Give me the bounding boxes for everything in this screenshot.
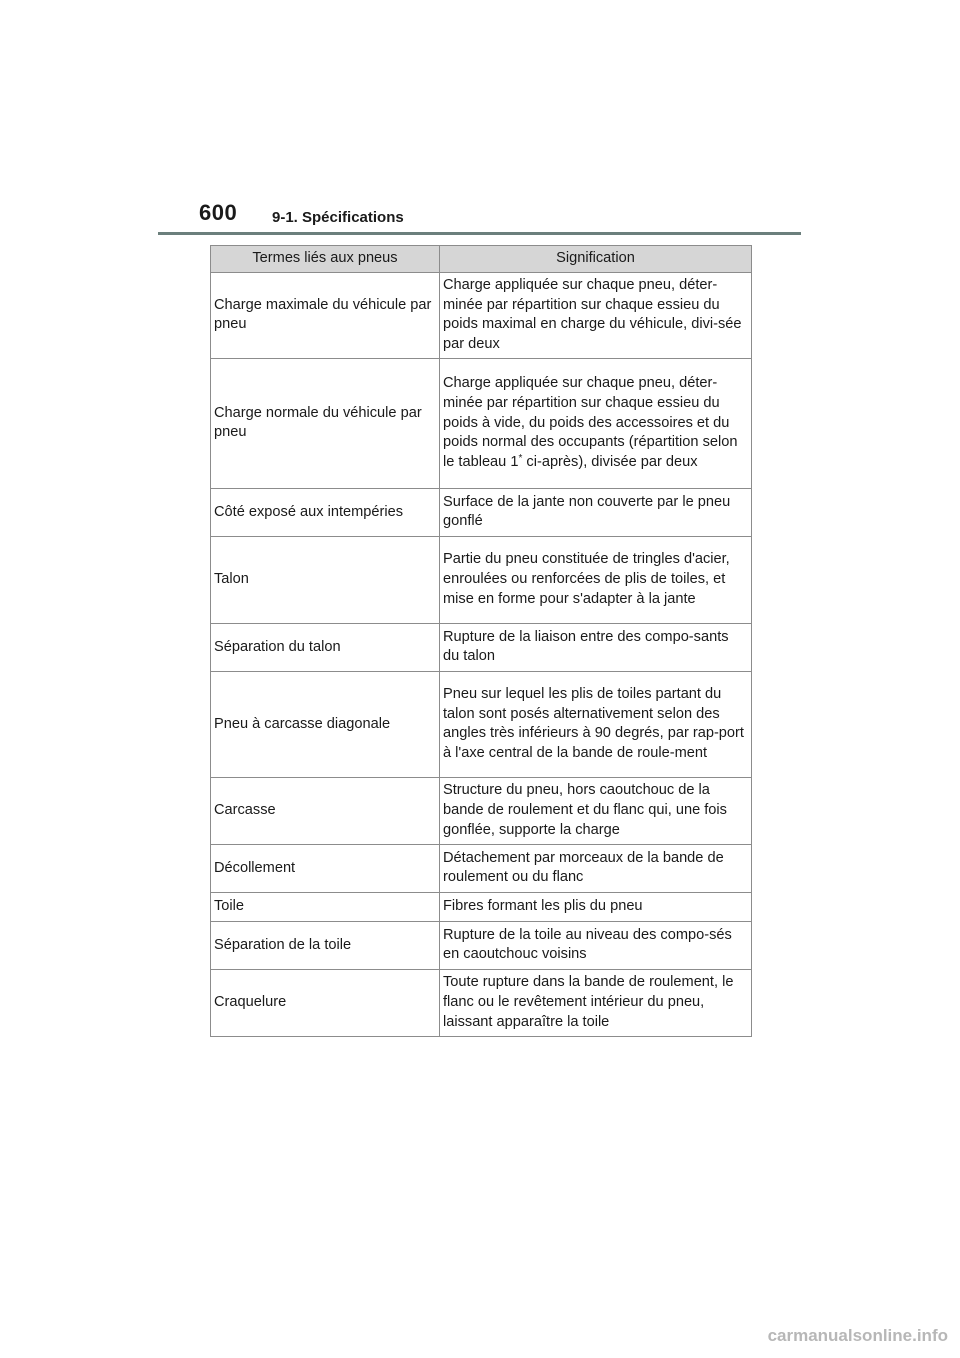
meaning-cell: Structure du pneu, hors caoutchouc de la bande de roulement et du flanc qui, une fois gonflée, supporte la charge bbox=[440, 778, 752, 845]
meaning-cell: Pneu sur lequel les plis de toiles partant du talon sont posés alternativement selon des angles très inférieurs à 90 degrés, par rap-port à l'axe central de la bande de roule-ment bbox=[440, 672, 752, 778]
footnote-marker: * bbox=[518, 452, 523, 464]
meaning-cell: Rupture de la toile au niveau des compo-sés en caoutchouc voisins bbox=[440, 922, 752, 970]
table-header-row bbox=[211, 246, 752, 273]
meaning-cell: Fibres formant les plis du pneu bbox=[440, 893, 752, 922]
watermark: carmanualsonline.info bbox=[767, 1326, 948, 1345]
meaning-cell: Détachement par morceaux de la bande de roulement ou du flanc bbox=[440, 845, 752, 893]
term-cell: Carcasse bbox=[211, 778, 440, 845]
table-row bbox=[211, 359, 752, 489]
meaning-cell: Toute rupture dans la bande de roulement, le flanc ou le revêtement intérieur du pneu, laissant apparaître la toile bbox=[440, 970, 752, 1037]
table-row bbox=[211, 537, 752, 624]
header-rule bbox=[158, 232, 801, 235]
meaning-cell: Charge appliquée sur chaque pneu, déter-minée par répartition sur chaque essieu du poids maximal en charge du véhicule, divi-sée par deux bbox=[440, 273, 752, 359]
table-row bbox=[211, 273, 752, 359]
table-row bbox=[211, 672, 752, 778]
column-header-meaning: Signification bbox=[440, 246, 752, 273]
meaning-cell: Partie du pneu constituée de tringles d'acier, enroulées ou renforcées de plis de toiles, et mise en forme pour s'adapter à la jante bbox=[440, 537, 752, 624]
section-title: 9-1. Spécifications bbox=[272, 209, 404, 226]
term-cell: Craquelure bbox=[211, 970, 440, 1037]
column-header-terms: Termes liés aux pneus bbox=[211, 246, 440, 273]
term-cell: Décollement bbox=[211, 845, 440, 893]
term-cell: Côté exposé aux intempéries bbox=[211, 489, 440, 537]
meaning-cell: Rupture de la liaison entre des compo-sants du talon bbox=[440, 624, 752, 672]
table-row bbox=[211, 489, 752, 537]
table-row bbox=[211, 624, 752, 672]
meaning-text: ci-après), divisée par deux bbox=[522, 453, 698, 470]
term-cell: Séparation de la toile bbox=[211, 922, 440, 970]
table-row bbox=[211, 970, 752, 1037]
meaning-text: Charge appliquée sur chaque pneu, déter-minée par répartition sur chaque essieu du poids à vide, du poids des accessoires et du poids normal des occupants (répartition selon le tableau 1 bbox=[443, 375, 738, 470]
meaning-cell bbox=[440, 359, 752, 489]
table-row bbox=[211, 845, 752, 893]
term-cell: Séparation du talon bbox=[211, 624, 440, 672]
term-cell: Talon bbox=[211, 537, 440, 624]
term-cell: Charge maximale du véhicule par pneu bbox=[211, 273, 440, 359]
term-cell: Charge normale du véhicule par pneu bbox=[211, 359, 440, 489]
tire-terms-table bbox=[210, 245, 752, 1037]
meaning-cell: Surface de la jante non couverte par le pneu gonflé bbox=[440, 489, 752, 537]
table-row bbox=[211, 893, 752, 922]
table-row bbox=[211, 922, 752, 970]
table-row bbox=[211, 778, 752, 845]
term-cell: Toile bbox=[211, 893, 440, 922]
page-number: 600 bbox=[199, 200, 238, 225]
term-cell: Pneu à carcasse diagonale bbox=[211, 672, 440, 778]
